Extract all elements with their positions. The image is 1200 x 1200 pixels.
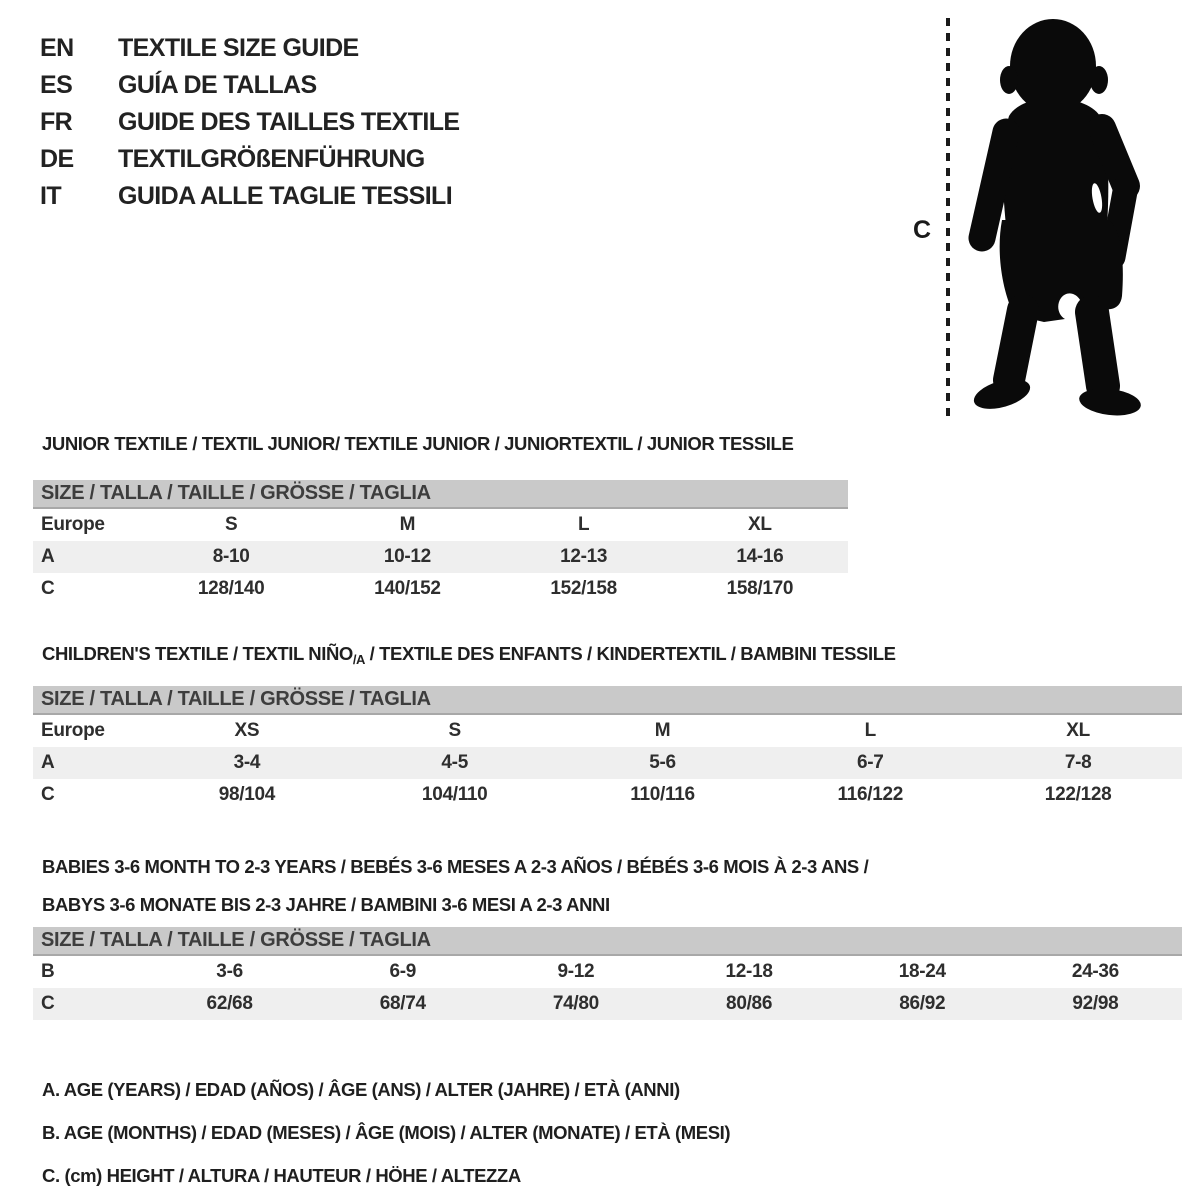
height-measure-label-c: C <box>913 216 932 244</box>
guide-title: TEXTILE SIZE GUIDE <box>118 34 359 62</box>
size-col-header: S <box>224 514 238 535</box>
size-col-header: L <box>864 720 876 741</box>
size-band-header: SIZE / TALLA / TAILLE / GRÖSSE / TAGLIA <box>33 686 1182 715</box>
table-row-height <box>33 988 1182 1020</box>
babies-heading-line1: BABIES 3-6 MONTH TO 2-3 YEARS / BEBÉS 3-6 MESES A 2-3 AÑOS / BÉBÉS 3-6 MOIS À 2-3 ANS / <box>42 856 869 877</box>
cell-value: 74/80 <box>552 993 599 1014</box>
language-title-block <box>40 30 460 215</box>
children-section-heading <box>42 643 896 665</box>
cell-value: 104/110 <box>421 784 488 805</box>
cell-value: 4-5 <box>441 752 468 773</box>
legend-line-b: B. AGE (MONTHS) / EDAD (MESES) / ÂGE (MOIS) / ALTER (MONATE) / ETÀ (MESI) <box>42 1122 731 1143</box>
baby-silhouette-icon <box>956 14 1152 418</box>
junior-size-table <box>33 480 848 605</box>
cell-value: 12-13 <box>560 546 608 567</box>
children-heading-post: / TEXTILE DES ENFANTS / KINDERTEXTIL / BAMBINI TESSILE <box>364 643 896 664</box>
guide-title: GUIDE DES TAILLES TEXTILE <box>118 108 460 136</box>
size-col-header: XL <box>748 514 772 535</box>
babies-section-heading <box>42 848 868 924</box>
size-col-header: S <box>448 720 461 741</box>
lang-code: EN <box>40 34 74 62</box>
size-band-header: SIZE / TALLA / TAILLE / GRÖSSE / TAGLIA <box>33 480 848 509</box>
height-measure-dashed-line <box>944 16 952 418</box>
cell-value: 152/158 <box>550 578 617 599</box>
cell-value: 6-9 <box>389 961 417 982</box>
cell-value: 92/98 <box>1072 993 1119 1014</box>
cell-value: 5-6 <box>649 752 676 773</box>
table-row-header <box>33 715 1182 747</box>
children-heading-subscript: /A <box>352 652 365 667</box>
cell-value: 18-24 <box>898 961 946 982</box>
table-row-age <box>33 541 848 573</box>
lang-row-fr <box>40 104 460 141</box>
cell-value: 3-4 <box>233 752 261 773</box>
size-col-header: M <box>654 720 671 741</box>
table-row-height <box>33 779 1182 811</box>
region-label: Europe <box>41 720 105 741</box>
region-label: Europe <box>41 514 105 535</box>
lang-row-it <box>40 178 460 215</box>
lang-code: ES <box>40 71 73 99</box>
cell-value: 7-8 <box>1064 752 1092 773</box>
babies-size-table <box>33 927 1182 1020</box>
lang-row-de <box>40 141 460 178</box>
size-col-header: XS <box>234 720 260 741</box>
row-label: C <box>41 993 55 1014</box>
cell-value: 3-6 <box>216 961 243 982</box>
cell-value: 68/74 <box>379 993 426 1014</box>
size-col-header: XL <box>1066 720 1090 741</box>
cell-value: 98/104 <box>218 784 276 805</box>
junior-section-heading: JUNIOR TEXTILE / TEXTIL JUNIOR/ TEXTILE JUNIOR / JUNIORTEXTIL / JUNIOR TESSILE <box>42 433 794 454</box>
row-label: A <box>41 752 55 773</box>
lang-row-es <box>40 67 460 104</box>
cell-value: 86/92 <box>899 993 946 1014</box>
lang-code: DE <box>40 145 74 173</box>
lang-row-en <box>40 30 460 67</box>
table-row-header <box>33 509 848 541</box>
cell-value: 62/68 <box>206 993 253 1014</box>
cell-value: 6-7 <box>857 752 884 773</box>
cell-value: 158/170 <box>726 578 794 599</box>
row-label: C <box>41 578 55 599</box>
guide-title: GUÍA DE TALLAS <box>118 71 317 99</box>
legend-line-c: C. (cm) HEIGHT / ALTURA / HAUTEUR / HÖHE / ALTEZZA <box>42 1165 521 1186</box>
row-label: C <box>41 784 55 805</box>
cell-value: 8-10 <box>212 546 250 567</box>
legend-block <box>42 1068 730 1197</box>
cell-value: 14-16 <box>736 546 784 567</box>
size-col-header: M <box>399 514 416 535</box>
size-col-header: L <box>577 514 590 535</box>
children-heading-pre: CHILDREN'S TEXTILE / TEXTIL NIÑO <box>42 643 353 664</box>
cell-value: 12-18 <box>725 961 773 982</box>
cell-value: 10-12 <box>383 546 431 567</box>
cell-value: 110/116 <box>630 784 695 805</box>
children-size-table <box>33 686 1182 811</box>
cell-value: 140/152 <box>374 578 441 599</box>
legend-line-a: A. AGE (YEARS) / EDAD (AÑOS) / ÂGE (ANS) / ALTER (JAHRE) / ETÀ (ANNI) <box>42 1079 680 1100</box>
row-label: B <box>41 961 55 982</box>
size-band-header: SIZE / TALLA / TAILLE / GRÖSSE / TAGLIA <box>33 927 1182 956</box>
lang-code: FR <box>40 108 73 136</box>
table-row-age <box>33 747 1182 779</box>
babies-heading-line2: BABYS 3-6 MONATE BIS 2-3 JAHRE / BAMBINI 3-6 MESI A 2-3 ANNI <box>42 894 610 915</box>
cell-value: 122/128 <box>1044 784 1112 805</box>
table-row-height <box>33 573 848 605</box>
cell-value: 9-12 <box>557 961 595 982</box>
table-row-age-months <box>33 956 1182 988</box>
cell-value: 80/86 <box>726 993 773 1014</box>
row-label: A <box>41 546 55 567</box>
cell-value: 116/122 <box>837 784 904 805</box>
lang-code: IT <box>40 182 62 210</box>
cell-value: 24-36 <box>1071 961 1119 982</box>
cell-value: 128/140 <box>197 578 265 599</box>
guide-title: GUIDA ALLE TAGLIE TESSILI <box>118 182 453 210</box>
guide-title: TEXTILGRÖßENFÜHRUNG <box>118 145 425 173</box>
